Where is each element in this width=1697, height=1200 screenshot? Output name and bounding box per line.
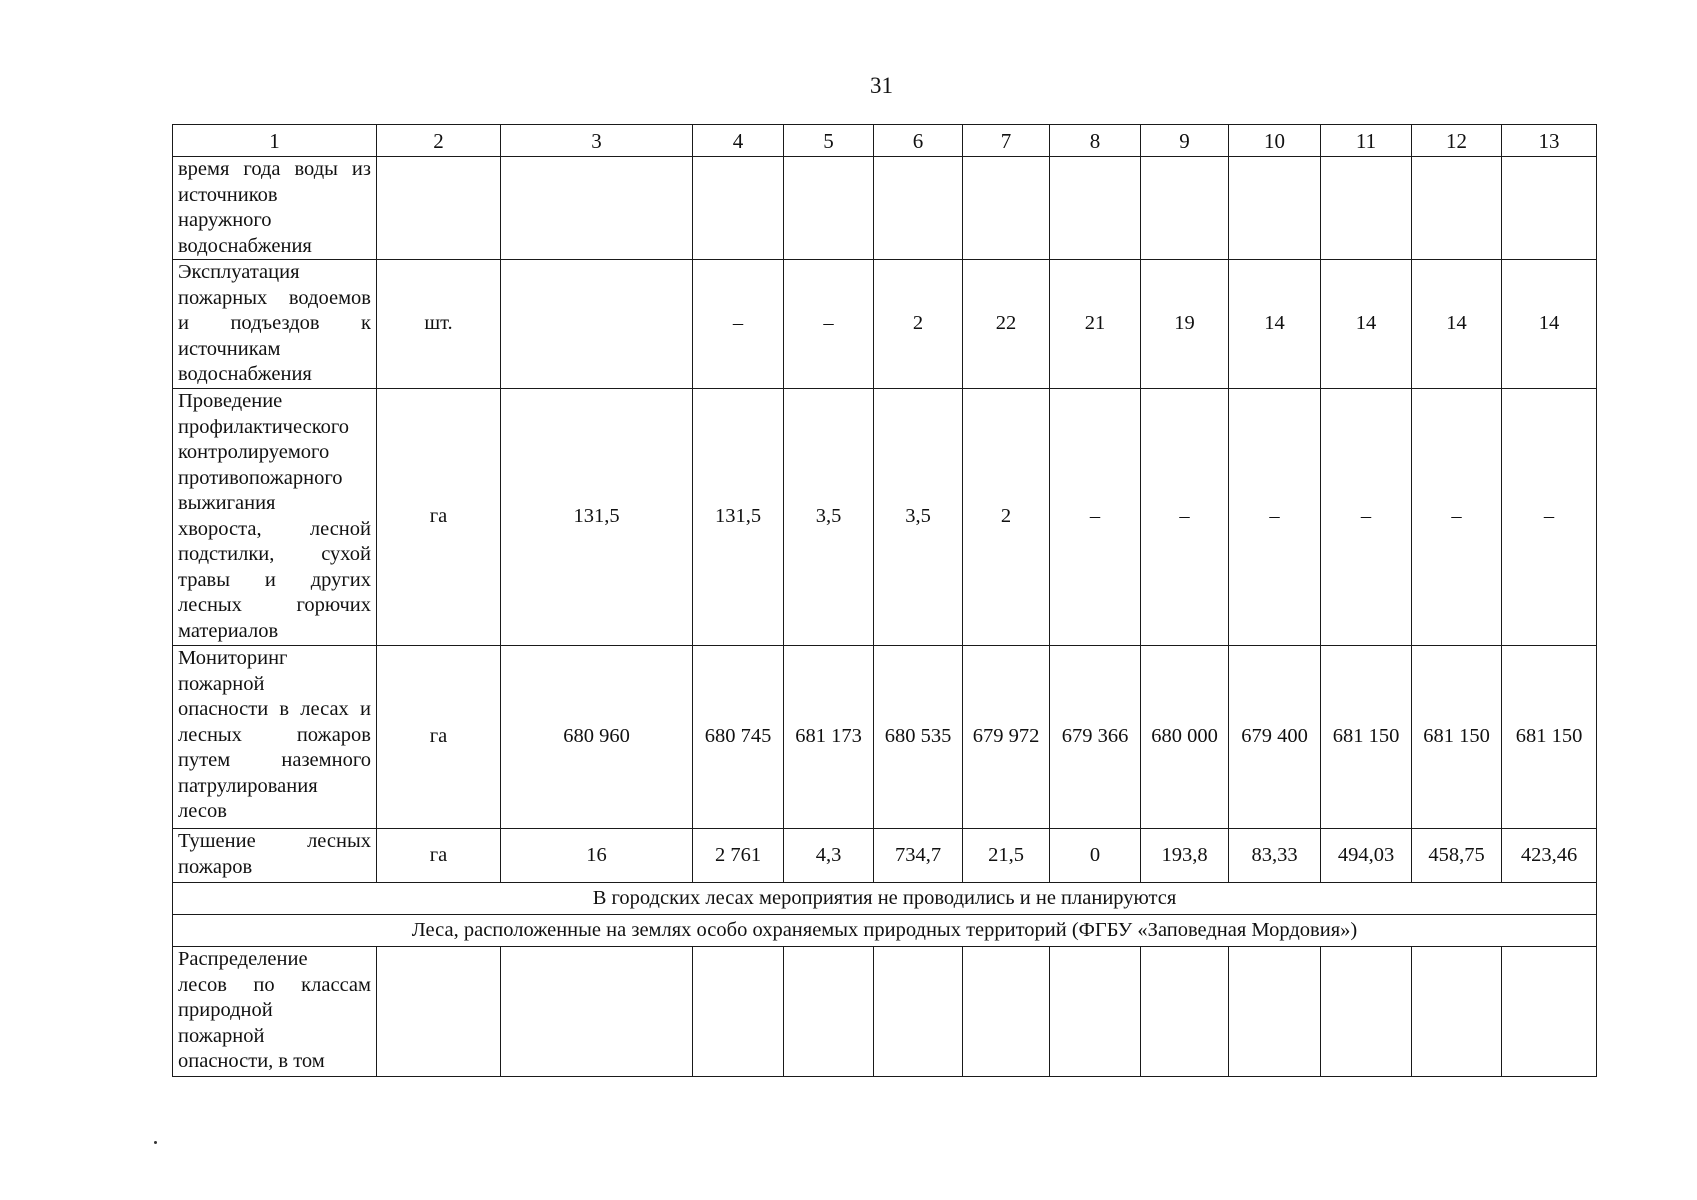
value-cell: 21	[1050, 260, 1141, 389]
column-number: 12	[1412, 125, 1502, 157]
row-label-line: опасности, в том	[178, 1050, 325, 1072]
row-label-line: патрулирования	[178, 774, 318, 797]
column-number: 9	[1141, 125, 1229, 157]
value-cell	[784, 947, 874, 1077]
page-number: 31	[870, 73, 893, 98]
section-row	[173, 915, 1597, 947]
value-cell	[693, 157, 784, 260]
value-cell	[501, 947, 693, 1077]
scan-speck	[154, 1141, 157, 1144]
value-cell	[874, 157, 963, 260]
column-number: 10	[1229, 125, 1321, 157]
value-cell: 680 535	[874, 646, 963, 829]
column-number: 7	[963, 125, 1050, 157]
row-label-line: Проведение	[178, 390, 283, 412]
row-label-line: профилактического	[178, 415, 350, 438]
row-label-line: контролируемого	[178, 441, 330, 463]
row-label-line: Эксплуатация	[178, 261, 300, 283]
value-cell	[1141, 947, 1229, 1077]
value-cell: 22	[963, 260, 1050, 389]
value-cell: 681 150	[1321, 646, 1412, 829]
value-cell: –	[693, 260, 784, 389]
value-cell: 2	[874, 260, 963, 389]
value-cell: –	[1412, 389, 1502, 646]
value-cell	[1502, 157, 1597, 260]
unit-cell: га	[377, 389, 501, 646]
value-cell: 680 960	[501, 646, 693, 829]
column-number: 6	[874, 125, 963, 157]
column-number: 5	[784, 125, 874, 157]
value-cell: 131,5	[693, 389, 784, 646]
column-number: 4	[693, 125, 784, 157]
column-number: 11	[1321, 125, 1412, 157]
value-cell	[784, 157, 874, 260]
value-cell: 681 150	[1502, 646, 1597, 829]
value-cell: 21,5	[963, 829, 1050, 883]
value-cell: 4,3	[784, 829, 874, 883]
value-cell: 679 366	[1050, 646, 1141, 829]
unit-cell: га	[377, 646, 501, 829]
value-cell	[1321, 947, 1412, 1077]
section-row	[173, 883, 1597, 915]
row-label-line: пожарной	[178, 672, 265, 695]
value-cell: 131,5	[501, 389, 693, 646]
value-cell	[1229, 947, 1321, 1077]
column-number: 1	[173, 125, 377, 157]
value-cell	[874, 947, 963, 1077]
table-row	[173, 947, 1597, 1077]
row-label	[173, 157, 377, 260]
value-cell	[1412, 157, 1502, 260]
row-label	[173, 260, 377, 389]
value-cell: 681 150	[1412, 646, 1502, 829]
value-cell: 0	[1050, 829, 1141, 883]
unit-cell: га	[377, 829, 501, 883]
value-cell	[501, 260, 693, 389]
table-row	[173, 260, 1597, 389]
section-heading: Леса, расположенные на землях особо охраняемых природных территорий (ФГБУ «Заповедная Мордовия»)	[173, 915, 1597, 947]
value-cell: 458,75	[1412, 829, 1502, 883]
column-number: 13	[1502, 125, 1597, 157]
row-label-line: подстилки, сухой	[178, 543, 371, 565]
row-label-line: опасности в лесах и	[178, 698, 371, 720]
row-label	[173, 947, 377, 1077]
value-cell: 2 761	[693, 829, 784, 883]
value-cell	[1050, 947, 1141, 1077]
value-cell: 423,46	[1502, 829, 1597, 883]
value-cell: 494,03	[1321, 829, 1412, 883]
value-cell: –	[1321, 389, 1412, 646]
value-cell: 193,8	[1141, 829, 1229, 883]
value-cell	[963, 947, 1050, 1077]
row-label-line: лесов	[178, 800, 227, 822]
row-label-line: время года воды из	[178, 158, 371, 180]
value-cell: 3,5	[874, 389, 963, 646]
unit-cell: шт.	[377, 260, 501, 389]
value-cell: 16	[501, 829, 693, 883]
row-label-line: пожаров	[178, 855, 253, 878]
column-number: 3	[501, 125, 693, 157]
table-row	[173, 646, 1597, 829]
value-cell: 734,7	[874, 829, 963, 883]
row-label-line: лесов по классам	[178, 973, 371, 996]
column-number: 8	[1050, 125, 1141, 157]
row-label-line: выжигания	[178, 492, 276, 514]
value-cell	[1050, 157, 1141, 260]
value-cell: –	[1141, 389, 1229, 646]
data-table	[172, 124, 1597, 1077]
value-cell: 14	[1229, 260, 1321, 389]
value-cell: 681 173	[784, 646, 874, 829]
table-row	[173, 389, 1597, 646]
row-label-line: и подъездов к	[178, 312, 371, 334]
value-cell	[1502, 947, 1597, 1077]
value-cell: 2	[963, 389, 1050, 646]
value-cell: 680 000	[1141, 646, 1229, 829]
row-label-line: Тушение лесных	[178, 830, 371, 852]
row-label-line: Мониторинг	[178, 647, 288, 669]
value-cell: –	[1050, 389, 1141, 646]
value-cell: –	[1229, 389, 1321, 646]
value-cell	[377, 947, 501, 1077]
value-cell: 83,33	[1229, 829, 1321, 883]
value-cell	[1229, 157, 1321, 260]
value-cell: 14	[1412, 260, 1502, 389]
value-cell: –	[1502, 389, 1597, 646]
row-label-line: противопожарного	[178, 466, 343, 489]
row-label-line: пожарной	[178, 1024, 265, 1047]
value-cell	[963, 157, 1050, 260]
row-label-line: Распределение	[178, 948, 308, 970]
row-label-line: хвороста, лесной	[178, 517, 371, 540]
row-label	[173, 829, 377, 883]
value-cell	[1321, 157, 1412, 260]
row-label	[173, 389, 377, 646]
row-label-line: лесных пожаров	[178, 723, 371, 746]
row-label-line: водоснабжения	[178, 234, 312, 257]
row-label	[173, 646, 377, 829]
value-cell	[693, 947, 784, 1077]
row-label-line: лесных горючих	[178, 594, 371, 616]
value-cell: 679 972	[963, 646, 1050, 829]
table-row	[173, 829, 1597, 883]
table-row	[173, 157, 1597, 260]
value-cell: 19	[1141, 260, 1229, 389]
row-label-line: водоснабжения	[178, 363, 312, 385]
value-cell: 679 400	[1229, 646, 1321, 829]
value-cell: 14	[1321, 260, 1412, 389]
row-label-line: материалов	[178, 619, 279, 642]
row-label-line: травы и других	[178, 568, 371, 591]
column-number: 2	[377, 125, 501, 157]
value-cell: 680 745	[693, 646, 784, 829]
row-label-line: путем наземного	[178, 749, 371, 771]
row-label-line: наружного	[178, 209, 272, 231]
unit-cell	[377, 157, 501, 260]
row-label-line: пожарных водоемов	[178, 286, 371, 309]
row-label-line: природной	[178, 999, 273, 1021]
row-label-line: источникам	[178, 337, 281, 360]
column-number-row	[173, 125, 1597, 157]
value-cell	[501, 157, 693, 260]
value-cell	[1412, 947, 1502, 1077]
row-label-line: источников	[178, 183, 278, 206]
value-cell: 3,5	[784, 389, 874, 646]
value-cell	[1141, 157, 1229, 260]
section-heading: В городских лесах мероприятия не проводились и не планируются	[173, 883, 1597, 915]
value-cell: 14	[1502, 260, 1597, 389]
value-cell: –	[784, 260, 874, 389]
